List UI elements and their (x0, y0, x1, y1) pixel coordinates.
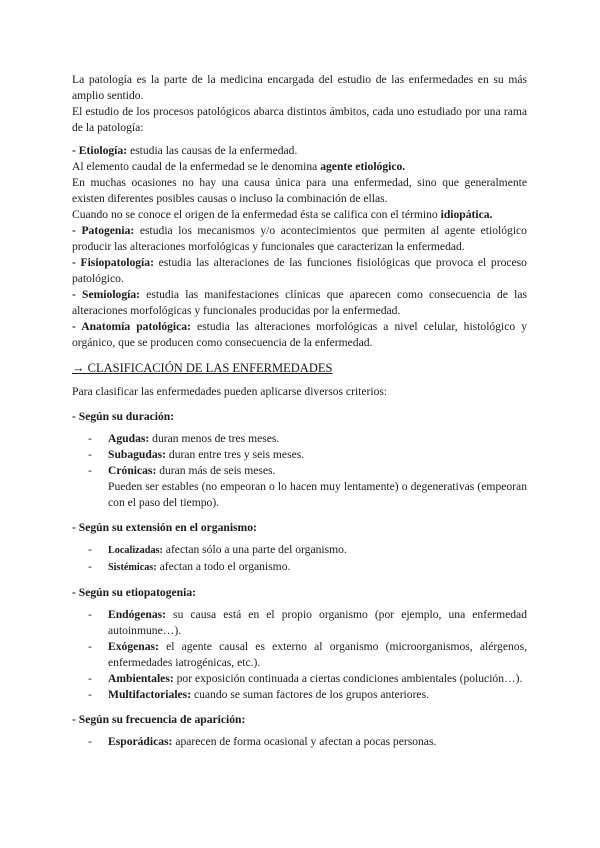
list-item (108, 607, 527, 639)
list-item (108, 639, 527, 671)
item-term: Esporádicas: (108, 735, 173, 748)
item-text: cuando se suman factores de los grupos anteriores. (191, 688, 429, 701)
item-term: Multifactoriales: (108, 688, 192, 701)
patogenia-term: - Patogenia: (72, 224, 135, 237)
multicausal-paragraph: En muchas ocasiones no hay una causa única para una enfermedad, sino que generalmente existen diferentes posibles causas o incluso la combinación de ellas. (72, 176, 527, 205)
anatomia-term: - Anatomía patológica: (72, 320, 191, 333)
item-term: Subagudas: (108, 448, 167, 461)
duracion-list (72, 431, 527, 511)
extension-list (72, 542, 527, 576)
semiologia-term: - Semiología: (72, 288, 141, 301)
item-term: Localizadas: (108, 545, 163, 556)
patogenia-text: estudia los mecanismos y/o acontecimientos que permiten al agente etiológico producir las alteraciones morfológicas y funcionales que caracterizan la enfermedad. (72, 224, 527, 253)
extension-title: - Según su extensión en el organismo: (72, 521, 257, 534)
item-term: Exógenas: (108, 640, 159, 653)
criteria-intro: Para clasificar las enfermedades pueden aplicarse diversos criterios: (72, 385, 388, 398)
item-term: Ambientales: (108, 672, 174, 685)
etiopatogenia-title: - Según su etiopatogenia: (72, 586, 196, 599)
item-text: el agente causal es externo al organismo (microorganismos, alérgenos, enfermedades iatrogénicas, etc.). (108, 640, 527, 669)
patogenia-definition (72, 223, 527, 255)
item-text: duran entre tres y seis meses. (166, 448, 305, 461)
fisiopatologia-term: - Fisiopatología: (72, 256, 154, 269)
idiopatica-term: idiopática. (440, 208, 493, 221)
item-text: aparecen de forma ocasional y afectan a pocas personas. (172, 735, 437, 748)
list-item (108, 671, 527, 687)
idiopatica-pre-text: Cuando no se conoce el origen de la enfermedad ésta se califica con el término (72, 208, 441, 221)
item-text: por exposición continuada a ciertas condiciones ambientales (polución…). (173, 672, 523, 685)
etiologia-term: - Etiología: (72, 144, 128, 157)
anatomia-definition (72, 319, 527, 351)
document-page (72, 72, 527, 750)
intro-paragraph-1: La patología es la parte de la medicina encargada del estudio de las enfermedades en su más amplio sentido. (72, 73, 527, 102)
anatomia-text: estudia las alteraciones morfológicas a nivel celular, histológico y orgánico, que se producen como consecuencia de la enfermedad. (72, 320, 527, 349)
semiologia-text: estudia las manifestaciones clínicas que aparecen como consecuencia de las alteraciones morfológicas y funcionales producidas por la enfermedad. (72, 288, 527, 317)
item-term: Crónicas: (108, 464, 157, 477)
frecuencia-title: - Según su frecuencia de aparición: (72, 713, 246, 726)
item-term: Agudas: (108, 432, 150, 445)
item-text: su causa está en el propio organismo (por ejemplo, una enfermedad autoinmune…). (108, 608, 527, 637)
item-text: afectan sólo a una parte del organismo. (162, 543, 347, 556)
agente-pre-text: Al elemento caudal de la enfermedad se le denomina (72, 160, 321, 173)
fisiopatologia-definition (72, 255, 527, 287)
item-term: Sistémicas: (108, 562, 157, 573)
section-heading: → CLASIFICACIÓN DE LAS ENFERMEDADES (72, 361, 333, 375)
fisiopatologia-text: estudia las alteraciones de las funciones fisiológicas que provoca el proceso patológico. (72, 256, 527, 285)
list-item (108, 687, 527, 703)
intro-paragraph-2: El estudio de los procesos patológicos abarca distintos ámbitos, cada uno estudiado por una rama de la patología: (72, 105, 527, 134)
item-text: duran más de seis meses. (156, 464, 276, 477)
agente-term: agente etiológico. (320, 160, 406, 173)
item-term: Endógenas: (108, 608, 166, 621)
frecuencia-list (72, 734, 527, 750)
list-item (108, 734, 527, 750)
etiologia-definition (72, 143, 527, 159)
list-item (108, 559, 527, 576)
list-item (108, 542, 527, 559)
list-item (108, 447, 527, 463)
cronicas-note: Pueden ser estables (no empeoran o lo hacen muy lentamente) o degenerativas (empeoran con el paso del tiempo). (108, 480, 527, 509)
duracion-title: - Según su duración: (72, 410, 175, 423)
etiologia-text: estudia las causas de la enfermedad. (127, 144, 298, 157)
list-item (108, 463, 527, 479)
item-text: afectan a todo el organismo. (156, 560, 291, 573)
semiologia-definition (72, 287, 527, 319)
idiopatica-line (72, 207, 527, 223)
agente-etiologico-line (72, 159, 527, 175)
item-text: duran menos de tres meses. (149, 432, 280, 445)
etiopatogenia-list (72, 607, 527, 703)
list-item (108, 431, 527, 447)
